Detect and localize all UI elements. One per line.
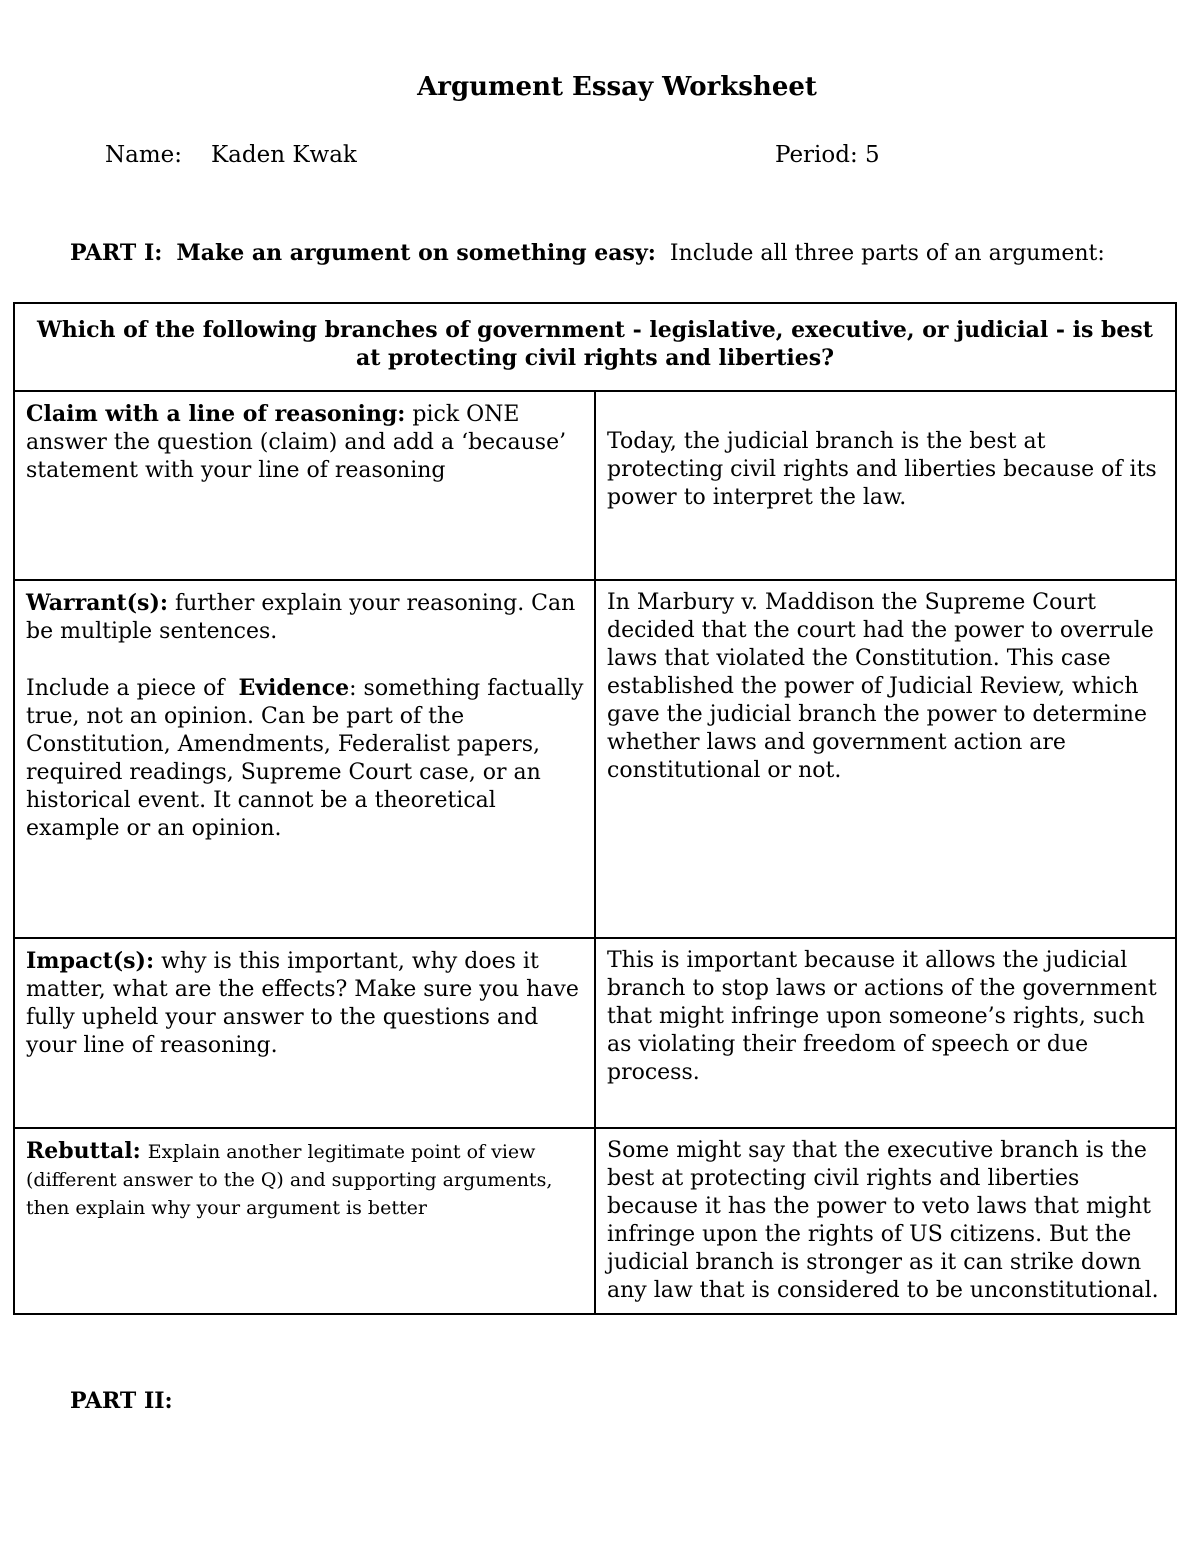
name-label: Name: xyxy=(105,142,183,168)
part1-bold-text: Make an argument on something easy: xyxy=(176,240,656,266)
question-row xyxy=(14,303,1176,391)
evidence-instructions: : something factually true, not an opinion. Can be part of the Constitution, Amendments, Federalist papers, required readings, Supreme Court case, or an historical event. It cannot be a theoretical example or an opinion. xyxy=(26,676,584,841)
impact-instructions: why is this important, why does it matter, what are the effects? Make sure you have fully upheld your answer to the questions and your line of reasoning. xyxy=(26,949,579,1058)
claim-answer-cell[interactable] xyxy=(595,391,1176,580)
question-cell: Which of the following branches of government - legislative, executive, or judicial - is best at protecting civil rights and liberties? xyxy=(14,303,1176,391)
claim-row xyxy=(14,391,1176,580)
rebuttal-label: Rebuttal: xyxy=(26,1138,141,1164)
spacer xyxy=(26,646,584,674)
warrant-row xyxy=(14,580,1176,938)
warrant-label-cell xyxy=(14,580,595,938)
evidence-prefix: Include a piece of xyxy=(26,676,225,701)
claim-instructions: pick ONE answer the question (claim) and add a ‘because’ statement with your line of reasoning xyxy=(26,402,567,483)
worksheet-table xyxy=(13,302,1177,1315)
warrant-answer-cell[interactable] xyxy=(595,580,1176,938)
rebuttal-answer-cell[interactable] xyxy=(595,1128,1176,1314)
claim-label-cell xyxy=(14,391,595,580)
rebuttal-answer: Some might say that the executive branch is the best at protecting civil rights and liberties because it has the power to veto laws that might infringe upon the rights of US citizens. But the judicial branch is stronger as it can strike down any law that is considered to be unconstitutional. xyxy=(607,1138,1159,1303)
warrant-instructions: further explain your reasoning. Can be multiple sentences. xyxy=(26,591,576,644)
part2-label: PART II: xyxy=(70,1388,173,1414)
warrant-answer: In Marbury v. Maddison the Supreme Court decided that the court had the power to overrule laws that violated the Constitution. This case established the power of Judicial Review, which gave the judicial branch the power to determine whether laws and government action are constitutional or not. xyxy=(607,590,1154,783)
page-title: Argument Essay Worksheet xyxy=(417,72,817,102)
evidence-label: Evidence xyxy=(238,675,350,701)
claim-label: Claim with a line of reasoning: xyxy=(26,401,406,427)
period-label: Period: 5 xyxy=(775,142,880,168)
warrant-label: Warrant(s): xyxy=(26,590,168,616)
rebuttal-row xyxy=(14,1128,1176,1314)
rebuttal-instructions: Explain another legitimate point of view (different answer to the Q) and supporting arguments, then explain why your argument is better xyxy=(26,1141,553,1219)
impact-label-cell xyxy=(14,938,595,1128)
claim-answer: Today, the judicial branch is the best at protecting civil rights and liberties because of its power to interpret the law. xyxy=(607,429,1157,510)
part1-text: Include all three parts of an argument: xyxy=(669,241,1105,266)
part1-instructions xyxy=(70,240,1105,266)
impact-label: Impact(s): xyxy=(26,948,155,974)
name-value: Kaden Kwak xyxy=(211,142,357,168)
rebuttal-label-cell xyxy=(14,1128,595,1314)
impact-row xyxy=(14,938,1176,1128)
part1-label: PART I: xyxy=(70,240,163,266)
impact-answer-cell[interactable] xyxy=(595,938,1176,1128)
impact-answer: This is important because it allows the judicial branch to stop laws or actions of the government that might infringe upon someone’s rights, such as violating their freedom of speech or due process. xyxy=(607,948,1157,1085)
